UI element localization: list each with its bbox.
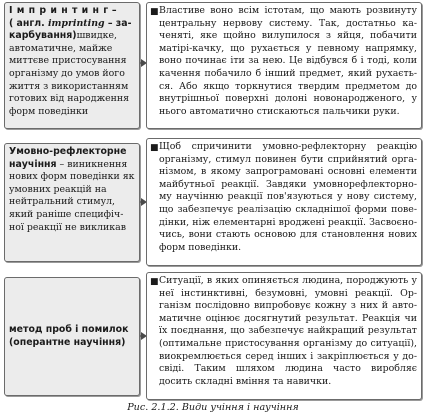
term-title: метод проб і помилок (оперантне научіння) <box>9 323 129 348</box>
bullet-square-icon: ■ <box>150 277 159 287</box>
description-box-conditioned <box>146 138 422 266</box>
term-title: І м п р и н т и н г <box>9 5 109 16</box>
term-box-imprinting: І м п р и н т и н г – ( англ. imprinting – за-карбування)швидке, автоматичне, майже миттєве пристосування організму до умов його життя з використанням готових від народження форм поведінки <box>4 2 140 129</box>
term-box-trial-error <box>4 277 140 396</box>
figure-caption: Рис. 2.1.2. Види учіння і научіння <box>127 402 299 413</box>
term-definition: швидке, автоматичне, майже миттєве пристосування організму до умов його життя з використанням готових від народження форм поведінки <box>9 30 130 117</box>
term-box-conditioned <box>4 143 140 262</box>
row-imprinting <box>0 0 426 132</box>
row-conditioned-learning <box>0 138 426 266</box>
description-box-trial-error <box>146 272 422 400</box>
description-text: Щоб спричинити умовно-рефлекторну реакцію організму, стимул повинен бути сприйнятий орга-нізмом, в якому запрограмовані основні елементи майбутньої реакції. Завдяки умовнорефлекторно-му научінню реакції пов'язуються у нову систему, що забезпечує реалізацію складнішої форми пове-дінки, ніж елементарні вроджені реакції. Засвоєно-чись, вони стають основою для становлення нових форм поведінки. <box>159 141 417 253</box>
bullet-square-icon: ■ <box>150 143 159 153</box>
term-title: Умовно-рефлекторне научіння <box>9 146 127 170</box>
bullet-square-icon: ■ <box>150 7 159 17</box>
description-text: Ситуації, в яких опиняється людина, породжують у неї інстинктивні, безумовні, умовні реакції. Ор-ганізм послідовно випробовує кожну з них й авто-матичне оцінює досягнутий результат. Реакція чи їх поєднання, що забезпечує найкращий результат (оптимальне пристосування організму до ситуації), виокремлюється серед інших і закріплюється у до-свіді. Таким шляхом людина часто виробляє досить складні вміння та навички. <box>159 275 417 387</box>
term-definition: – виникнення нових форм поведінки як умовних реакцій на нейтральний стимул, який раніше специфіч-ної реакції не викликав <box>9 158 135 233</box>
row-trial-and-error <box>0 272 426 400</box>
description-box-imprinting <box>146 2 422 129</box>
description-text: Властиве воно всім істотам, що мають розвинуту центральну нервову систему. Так, достатньо ка-ченяті, яке щойно вилупилося з яйця, побачити матірі-качку, що рухається у певному напрямку, воно починає іти за нею. Це відбувся б і тоді, коли качення побачило б інший предмет, який рухаєть-ся. Або якщо торкнутися твердим предметом до внутрішньої поверхні долоні новонародженого, у нього автоматично стискаються пальчики руки. <box>159 5 417 117</box>
